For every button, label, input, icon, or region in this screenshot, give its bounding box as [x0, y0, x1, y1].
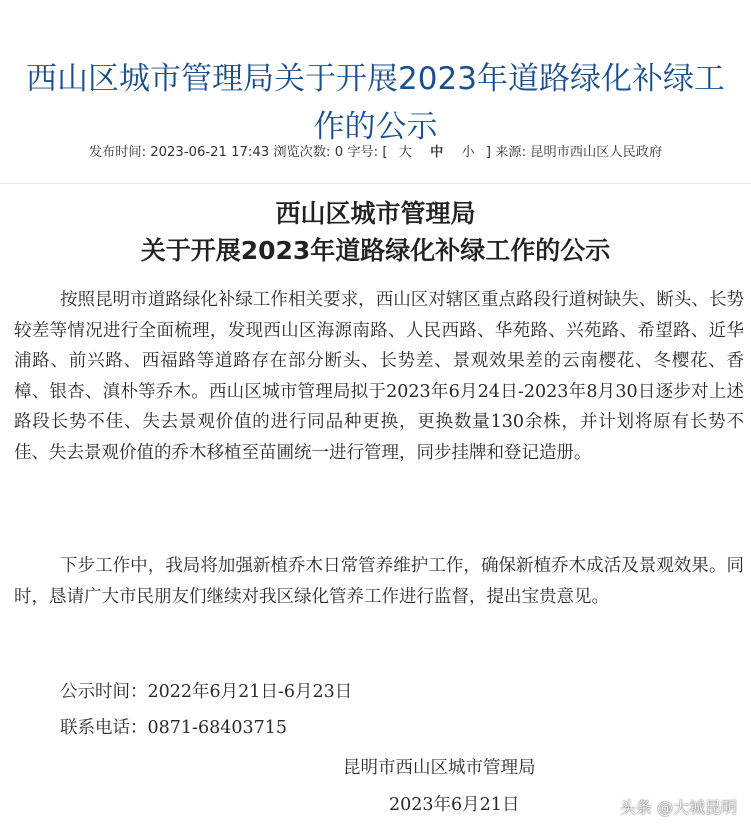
notice-period: 公示时间：2022年6月21日-6月23日: [60, 682, 353, 702]
signature-date: 2023年6月21日: [389, 795, 520, 815]
bracket-open: [: [382, 145, 388, 160]
watermark: 头条 @大城昆明: [619, 798, 737, 817]
page-header: [0, 0, 751, 184]
page-title: 西山区城市管理局关于开展2023年道路绿化补绿工作的公示: [26, 60, 725, 145]
header-divider: [0, 183, 751, 184]
source-label: 来源:: [495, 145, 527, 160]
font-size-large-button[interactable]: 大: [398, 145, 412, 160]
publish-label: 发布时间:: [88, 145, 147, 160]
source-name: 昆明市西山区人民政府: [530, 145, 663, 160]
paragraph-2: 下步工作中，我局将加强新植乔木日常管养维护工作，确保新植乔木成活及景观效果。同时，恳请广大市民朋友们继续对我区绿化管养工作进行监督，提出宝贵意见。: [14, 556, 744, 607]
article-title-line-2: 关于开展2023年道路绿化补绿工作的公示: [140, 236, 611, 265]
publish-time: 2023-06-21 17:43: [150, 145, 270, 160]
font-size-medium-button[interactable]: 中: [430, 145, 444, 160]
font-size-small-button[interactable]: 小: [461, 145, 475, 160]
article-title-block: [0, 195, 751, 269]
article-title-line-1: 西山区城市管理局: [275, 199, 476, 228]
article-meta: [0, 141, 751, 160]
article-title: [0, 195, 751, 269]
contact-phone: 联系电话：0871-68403715: [60, 718, 288, 738]
views-label: 浏览次数:: [273, 145, 331, 160]
signature-organization: 昆明市西山区城市管理局: [343, 758, 536, 778]
bracket-close: ]: [485, 145, 492, 160]
views-count: 0: [334, 145, 344, 160]
font-size-label: 字号:: [347, 145, 379, 160]
paragraph-1: 按照昆明市道路绿化补绿工作相关要求，西山区对辖区重点路段行道树缺失、断头、长势较差等情况进行全面梳理，发现西山区海源南路、人民西路、华苑路、兴苑路、希望路、近华浦路、前兴路、西福路等道路存在部分断头、长势差、景观效果差的云南樱花、冬樱花、香樟、银杏、滇朴等乔木。西山区城市管理局拟于2023年6月24日-2023年8月30日逐步对上述路段长势不佳、失去景观价值的进行同品种更换，更换数量130余株，并计划将原有长势不佳、失去景观价值的乔木移植至苗圃统一进行管理，同步挂牌和登记造册。: [14, 290, 744, 463]
